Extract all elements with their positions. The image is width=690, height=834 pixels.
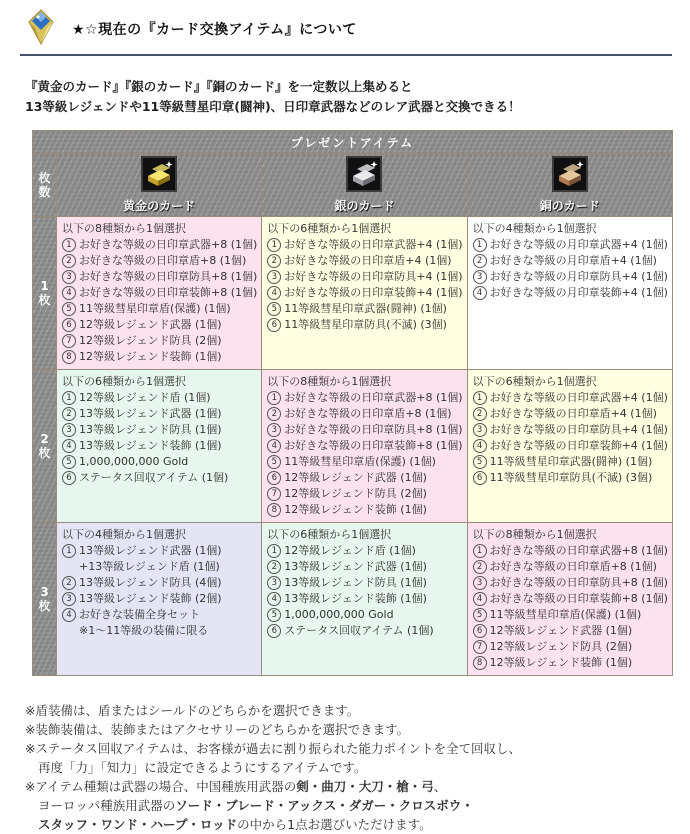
item-number-badge: 4 [473, 439, 487, 453]
note-segment: スタッフ・ワンド・ハープ・ロッド [38, 817, 238, 832]
count-label: 2 枚 [33, 370, 57, 523]
prize-item [267, 454, 462, 470]
note-line [25, 720, 690, 739]
prize-item [62, 543, 257, 559]
count-label: 3 枚 [33, 523, 57, 676]
prize-item [62, 253, 257, 269]
prize-item-text: お好きな等級の日印章盾+8 (1個) [284, 407, 452, 420]
prize-item-text: お好きな等級の日印章盾+4 (1個) [284, 254, 452, 267]
prize-item [267, 486, 462, 502]
prize-item-text: 1,000,000,000 Gold [284, 608, 394, 621]
item-number-badge: 5 [267, 455, 281, 469]
card-column-header-bronze [467, 154, 672, 217]
prize-item [62, 349, 257, 365]
item-number-badge: 2 [267, 407, 281, 421]
prize-item-text: 13等級レジェンド防具 (1個) [79, 423, 222, 436]
prize-item [267, 623, 462, 639]
note-segment: ※ステータス回収アイテムは、お客様が過去に割り振られた能力ポイントを全て回収し、 [25, 741, 521, 756]
item-number-badge: 7 [267, 487, 281, 501]
item-number-badge: 4 [267, 286, 281, 300]
item-number-badge: 2 [62, 407, 76, 421]
note-line [25, 777, 690, 796]
prize-item-text: お好きな等級の日印章装飾+8 (1個) [284, 439, 463, 452]
prize-item [473, 422, 668, 438]
note-segment: ※アイテム種類は武器の場合、中国種族用武器の [25, 779, 297, 794]
note-line [25, 758, 690, 777]
prize-cell-header: 以下の8種類から1個選択 [62, 222, 186, 235]
prize-item-text: お好きな等級の日印章盾+8 (1個) [79, 254, 247, 267]
prize-item-text: 11等級彗星印章盾(保護) (1個) [489, 608, 642, 621]
note-line [25, 739, 690, 758]
notes [25, 701, 690, 834]
prize-item-text: ※1～11等級の装備に限る [79, 624, 209, 637]
prize-item [473, 269, 668, 285]
prize-item-text: お好きな等級の日印章装飾+4 (1個) [284, 286, 463, 299]
prize-cell [262, 523, 467, 676]
prize-item-text: 13等級レジェンド防具 (1個) [284, 576, 427, 589]
gem-icon [22, 9, 60, 49]
prize-item [62, 454, 257, 470]
prize-item-text: 12等級レジェンド盾 (1個) [284, 544, 416, 557]
prize-item-text: お好きな等級の日印章防具+4 (1個) [284, 270, 463, 283]
item-number-badge: 4 [62, 286, 76, 300]
item-number-badge: 7 [62, 334, 76, 348]
item-number-badge: 5 [473, 455, 487, 469]
prize-item [473, 390, 668, 406]
item-number-badge: 4 [473, 592, 487, 606]
prize-item [62, 559, 257, 575]
prize-cell [262, 217, 467, 370]
item-number-badge: 4 [473, 286, 487, 300]
prize-cell [262, 370, 467, 523]
table-row [33, 217, 673, 370]
bronze-card-icon [552, 156, 588, 192]
prize-cell [57, 370, 262, 523]
prize-item [267, 269, 462, 285]
page-header [0, 0, 690, 49]
item-number-badge: 4 [267, 592, 281, 606]
intro-text [25, 77, 690, 117]
prize-item [62, 591, 257, 607]
card-column-label: 銀のカード [334, 199, 395, 213]
prize-item-text: 12等級レジェンド装飾 (1個) [284, 503, 427, 516]
note-line [25, 796, 690, 815]
prize-item-text: お好きな等級の月印章武器+4 (1個) [489, 238, 668, 251]
card-column-label: 黄金のカード [123, 199, 196, 213]
prize-item-text: お好きな等級の日印章盾+8 (1個) [489, 560, 657, 573]
table-title-row [33, 131, 673, 154]
item-number-badge: 8 [473, 656, 487, 670]
item-number-badge: 5 [267, 302, 281, 316]
prize-item [267, 285, 462, 301]
prize-item-text: 11等級彗星印章盾(保護) (1個) [79, 302, 231, 315]
prize-item [473, 591, 668, 607]
item-number-badge: 6 [267, 318, 281, 332]
prize-item [62, 237, 257, 253]
card-header-row [33, 154, 673, 217]
prize-item-text: お好きな等級の日印章防具+4 (1個) [489, 423, 668, 436]
item-number-badge: 3 [62, 592, 76, 606]
item-number-badge: 2 [267, 560, 281, 574]
item-number-badge: 6 [267, 624, 281, 638]
title-divider [20, 54, 672, 56]
note-segment: の中から1点お選びいただけます。 [237, 817, 432, 832]
item-number-badge: 1 [473, 544, 487, 558]
prize-item [267, 559, 462, 575]
item-number-badge: 2 [267, 254, 281, 268]
prize-item [62, 575, 257, 591]
gold-card-icon [141, 156, 177, 192]
card-column-header-gold [57, 154, 262, 217]
prize-cell-header: 以下の6種類から1個選択 [267, 222, 392, 235]
prize-cell [57, 523, 262, 676]
prize-item-text: お好きな等級の日印章武器+8 (1個) [489, 544, 668, 557]
table-title: プレゼントアイテム [33, 131, 673, 154]
prize-item-text: ステータス回収アイテム (1個) [79, 471, 229, 484]
item-number-badge: 3 [267, 423, 281, 437]
item-number-badge: 1 [62, 238, 76, 252]
prize-item [62, 406, 257, 422]
prize-item-text: お好きな装備全身セット [79, 608, 200, 621]
prize-item [267, 438, 462, 454]
item-number-badge: 8 [267, 503, 281, 517]
prize-item [473, 575, 668, 591]
prize-item [267, 543, 462, 559]
item-number-badge: 8 [62, 350, 76, 364]
prize-cell-header: 以下の8種類から1個選択 [472, 528, 597, 541]
note-line [25, 701, 690, 720]
prize-item [62, 623, 257, 639]
item-number-badge: 3 [267, 576, 281, 590]
prize-item [62, 438, 257, 454]
prize-item [267, 237, 462, 253]
item-number-badge: 4 [62, 439, 76, 453]
prize-item-text: 12等級レジェンド防具 (2個) [489, 640, 633, 653]
prize-item [267, 390, 462, 406]
prize-cell-header: 以下の8種類から1個選択 [267, 375, 392, 388]
prize-item [267, 591, 462, 607]
prize-item-text: 12等級レジェンド防具 (2個) [284, 487, 427, 500]
prize-cell [467, 217, 672, 370]
prize-item [473, 543, 668, 559]
item-number-badge: 5 [267, 608, 281, 622]
prize-item-text: 13等級レジェンド武器 (1個) [79, 407, 222, 420]
prize-item-text: 11等級彗星印章盾(保護) (1個) [284, 455, 436, 468]
prize-item-text: ステータス回収アイテム (1個) [284, 624, 434, 637]
prize-item [473, 454, 668, 470]
prize-item [62, 607, 257, 623]
item-number-badge: 2 [62, 576, 76, 590]
prize-item [473, 237, 668, 253]
prize-cell-header: 以下の6種類から1個選択 [472, 375, 597, 388]
prize-item-text: お好きな等級の日印章武器+8 (1個) [79, 238, 258, 251]
item-number-badge: 7 [473, 640, 487, 654]
prize-cell [467, 370, 672, 523]
item-number-badge: 6 [62, 471, 76, 485]
prize-item [267, 502, 462, 518]
prize-item [267, 301, 462, 317]
card-column-label: 銅のカード [539, 199, 600, 213]
prize-item-text: お好きな等級の日印章防具+8 (1個) [284, 423, 463, 436]
prize-item [267, 317, 462, 333]
prize-item [267, 607, 462, 623]
prize-item [473, 406, 668, 422]
prize-item [62, 422, 257, 438]
prize-item-text: お好きな等級の日印章武器+4 (1個) [489, 391, 668, 404]
prize-item-text: 11等級彗星印章防具(不滅) (3個) [489, 471, 653, 484]
prize-item-text: 12等級レジェンド盾 (1個) [79, 391, 211, 404]
note-segment: 剣・曲刀・大刀・槍・弓 [296, 779, 434, 794]
table-row [33, 523, 673, 676]
prize-cell-header: 以下の6種類から1個選択 [267, 528, 392, 541]
prize-item [62, 333, 257, 349]
item-number-badge: 1 [267, 391, 281, 405]
note-segment: ヨーロッパ種族用武器の [38, 798, 176, 813]
prize-item [62, 301, 257, 317]
prize-item [473, 639, 668, 655]
item-number-badge: 3 [62, 270, 76, 284]
intro-line-2: 13等級レジェンドや11等級彗星印章(闘神)、日印章武器などのレア武器と交換できる！ [25, 99, 521, 114]
item-number-badge: 3 [473, 423, 487, 437]
prize-item [62, 470, 257, 486]
prize-item-text: 11等級彗星印章武器(闘神) (1個) [489, 455, 653, 468]
prize-item-text: 13等級レジェンド装飾 (1個) [284, 592, 427, 605]
prize-item-text: お好きな等級の月印章盾+4 (1個) [489, 254, 657, 267]
note-segment: 再度「力」「知力」に設定できるようにするアイテムです。 [38, 760, 367, 775]
item-number-badge: 6 [267, 471, 281, 485]
item-number-badge: 3 [473, 576, 487, 590]
prize-cell [467, 523, 672, 676]
prize-item-text: 11等級彗星印章武器(闘神) (1個) [284, 302, 447, 315]
item-number-badge: 4 [267, 439, 281, 453]
prize-item [62, 390, 257, 406]
item-number-badge: 6 [473, 471, 487, 485]
count-column-header: 枚 数 [33, 154, 57, 217]
note-segment: ※装飾装備は、装飾またはアクセサリーのどちらかを選択できます。 [25, 722, 410, 737]
intro-line-1: 『黄金のカード』『銀のカード』『銅のカード』を一定数以上集めると [25, 79, 413, 94]
note-segment: ※盾装備は、盾またはシールドのどちらかを選択できます。 [25, 703, 360, 718]
prize-item-text: 12等級レジェンド装飾 (1個) [79, 350, 222, 363]
item-number-badge: 2 [473, 254, 487, 268]
item-number-badge: 2 [473, 407, 487, 421]
item-number-badge: 6 [62, 318, 76, 332]
prize-item [62, 269, 257, 285]
prize-item-text: お好きな等級の日印章盾+4 (1個) [489, 407, 657, 420]
prize-item [267, 253, 462, 269]
prize-item-text: 13等級レジェンド装飾 (2個) [79, 592, 222, 605]
item-number-badge: 1 [62, 544, 76, 558]
prize-item [62, 317, 257, 333]
prize-item-text: 12等級レジェンド装飾 (1個) [489, 656, 633, 669]
item-number-badge: 5 [62, 455, 76, 469]
item-number-badge: 4 [62, 608, 76, 622]
prize-item [473, 253, 668, 269]
prize-item-text: お好きな等級の日印章装飾+8 (1個) [489, 592, 668, 605]
prize-item-text: 13等級レジェンド防具 (4個) [79, 576, 222, 589]
prize-item-text: お好きな等級の日印章武器+4 (1個) [284, 238, 463, 251]
prize-item [473, 607, 668, 623]
item-number-badge: 2 [62, 254, 76, 268]
card-column-header-silver [262, 154, 467, 217]
prize-cell-header: 以下の4種類から1個選択 [472, 222, 597, 235]
item-number-badge: 1 [473, 238, 487, 252]
prize-item-text: 12等級レジェンド武器 (1個) [79, 318, 222, 331]
item-number-badge: 1 [267, 238, 281, 252]
item-number-badge: 5 [473, 608, 487, 622]
item-number-badge: 3 [473, 270, 487, 284]
item-number-badge: 3 [62, 423, 76, 437]
prize-item-text: お好きな等級の日印章装飾+8 (1個) [79, 286, 258, 299]
item-number-badge: 6 [473, 624, 487, 638]
count-label: 1 枚 [33, 217, 57, 370]
item-number-badge: 2 [473, 560, 487, 574]
prize-item-text: お好きな等級の月印章防具+4 (1個) [489, 270, 668, 283]
prize-item-text: 12等級レジェンド武器 (1個) [489, 624, 633, 637]
prize-cell-header: 以下の4種類から1個選択 [62, 528, 186, 541]
prize-item [267, 575, 462, 591]
prize-item-text: 13等級レジェンド武器 (1個) [79, 544, 222, 557]
note-segment: 、 [433, 779, 447, 794]
prize-item-text: お好きな等級の日印章防具+8 (1個) [489, 576, 668, 589]
prize-item [473, 470, 668, 486]
prize-item-text: 1,000,000,000 Gold [79, 455, 189, 468]
note-segment: ソード・ブレード・アックス・ダガー・クロスボウ・ [175, 798, 474, 813]
exchange-table [32, 130, 673, 676]
prize-item-text: 13等級レジェンド武器 (1個) [284, 560, 427, 573]
prize-item-text: お好きな等級の日印章防具+8 (1個) [79, 270, 258, 283]
item-number-badge: 1 [267, 544, 281, 558]
prize-item [267, 422, 462, 438]
prize-item [473, 655, 668, 671]
prize-cell-header: 以下の6種類から1個選択 [62, 375, 186, 388]
item-number-badge: 1 [473, 391, 487, 405]
table-row [33, 370, 673, 523]
prize-item-text: お好きな等級の日印章武器+8 (1個) [284, 391, 463, 404]
prize-item [267, 406, 462, 422]
prize-item-text: お好きな等級の月印章装飾+4 (1個) [489, 286, 668, 299]
prize-cell [57, 217, 262, 370]
item-number-badge: 5 [62, 302, 76, 316]
prize-item-text: 11等級彗星印章防具(不滅) (3個) [284, 318, 447, 331]
silver-card-icon [346, 156, 382, 192]
prize-item-text: 13等級レジェンド装飾 (1個) [79, 439, 222, 452]
prize-item-text: 12等級レジェンド防具 (2個) [79, 334, 222, 347]
page-title: ★☆現在の『カード交換アイテム』について [72, 22, 357, 38]
prize-item-text: 12等級レジェンド武器 (1個) [284, 471, 427, 484]
prize-item-text: +13等級レジェンド盾 (1個) [79, 560, 220, 573]
prize-item [473, 285, 668, 301]
prize-item [473, 623, 668, 639]
prize-item [473, 559, 668, 575]
prize-item [62, 285, 257, 301]
prize-item [473, 438, 668, 454]
item-number-badge: 1 [62, 391, 76, 405]
prize-item-text: お好きな等級の日印章装飾+4 (1個) [489, 439, 668, 452]
prize-item [267, 470, 462, 486]
item-number-badge: 3 [267, 270, 281, 284]
